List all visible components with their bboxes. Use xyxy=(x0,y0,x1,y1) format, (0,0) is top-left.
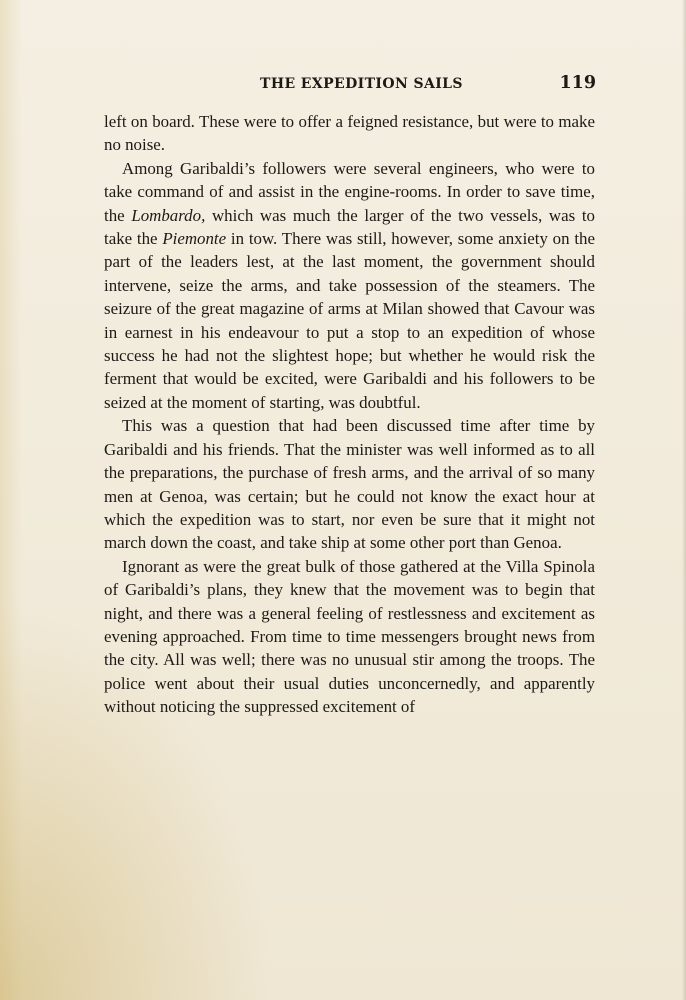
running-head xyxy=(104,74,596,96)
page-number: 119 xyxy=(559,73,596,93)
paragraph xyxy=(104,110,595,157)
page-edge xyxy=(682,0,686,1000)
italic-text: Lombardo, xyxy=(131,205,206,225)
paragraph-text: Ignorant as were the great bulk of those gathered at the Villa Spinola of Garibaldi’s plans, they knew that the movement was to begin that night, and there was a general feeling of restlessness and excitement as evening approached. From time to time messengers brought news from the city. All was well; there was no unusual stir among the troops. The police went about their usual duties unconcernedly, and apparently without noticing the suppressed excitement of xyxy=(104,556,595,717)
italic-text: Piemonte xyxy=(162,229,227,249)
paragraph xyxy=(104,414,595,554)
paragraph xyxy=(104,555,595,719)
paragraph-text: Among Garibaldi’s followers were several engineers, who were to take command of and assist in the engine-rooms. In order to save time, the xyxy=(104,158,595,225)
paragraph-text: This was a question that had been discussed time after time by Garibaldi and his friends. That the minister was well informed as to all the preparations, the purchase of fresh arms, and the arrival of so many men at Genoa, was certain; but he could not know the exact hour at which the expedition was to start, nor even be sure that it might not march down the coast, and take ship at some other port than Genoa. xyxy=(104,416,595,553)
paragraph-text: which was much the larger of the two vessels, was to take the xyxy=(104,205,595,249)
body-text xyxy=(104,110,595,719)
paragraph-text: left on board. These were to offer a feigned resistance, but were to make no noise. xyxy=(104,112,595,155)
paragraph-text: in tow. There was still, however, some anxiety on the part of the leaders lest, at the last moment, the government should intervene, seize the arms, and take possession of the steamers. The seizure of the great magazine of arms at Milan showed that Cavour was in earnest in his endeavour to put a stop to an expedition of whose success he had not the slightest hope; but whether he would risk the ferment that would be excited, were Garibaldi and his followers to be seized at the moment of starting, was doubtful. xyxy=(104,229,595,412)
running-title: THE EXPEDITION SAILS xyxy=(260,76,463,92)
paragraph xyxy=(104,157,595,414)
